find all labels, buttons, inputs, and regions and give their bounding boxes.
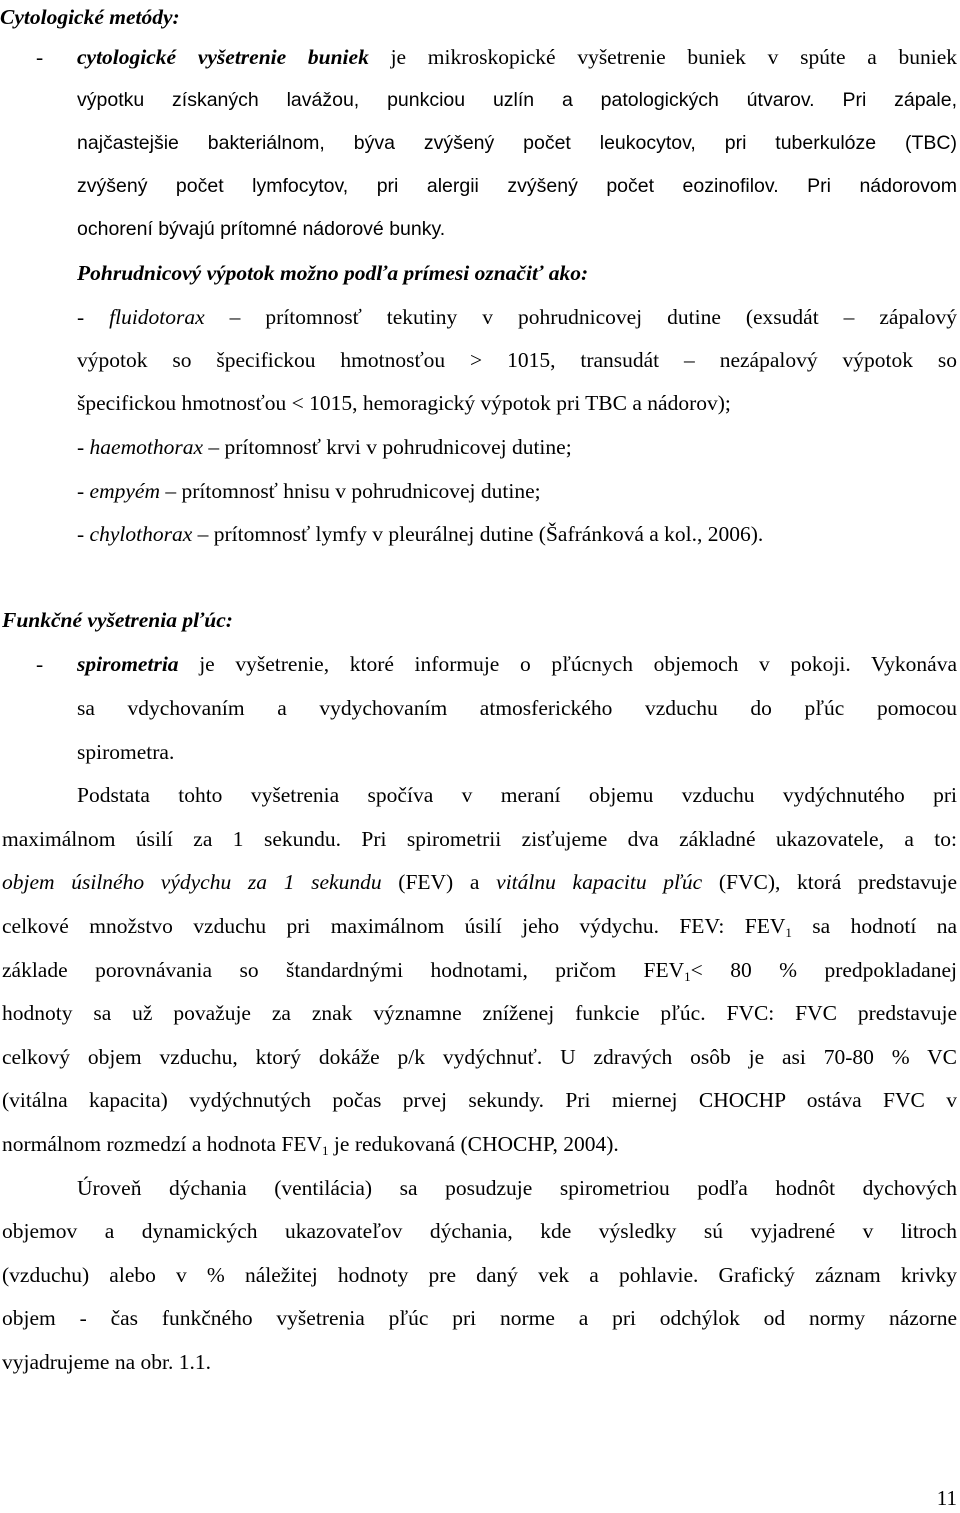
- subscript: 1: [322, 1143, 329, 1158]
- pleura-chylothorax-line: [77, 519, 763, 549]
- func-line-3: spirometra.: [77, 740, 175, 764]
- term-haemothorax: haemothorax: [89, 435, 203, 459]
- cyto-line-3: najčastejšie bakteriálnom, býva zvýšený počet leukocytov, pri tuberkulóze (TBC): [77, 132, 957, 154]
- text-span: je redukovaná (CHOCHP, 2004).: [328, 1132, 619, 1156]
- page-number: 11: [936, 1486, 957, 1510]
- text-span: – prítomnosť hnisu v pohrudnicovej dutine;: [159, 479, 541, 503]
- pleura-fluidotorax-line-2: výpotok so špecifickou hmotnosťou > 1015, transudát – nezápalový výpotok so: [77, 348, 957, 372]
- pleura-empyem-line: [77, 476, 541, 506]
- para1-line-9: [2, 1129, 619, 1159]
- term-chylothorax: chylothorax: [89, 522, 193, 546]
- pleura-fluidotorax-line-3: špecifickou hmotnosťou < 1015, hemoragický výpotok pri TBC a nádorov);: [77, 391, 731, 415]
- heading-cytologicke-metody: Cytologické metódy:: [0, 5, 180, 29]
- subscript: 1: [684, 969, 691, 984]
- pleura-haemothorax-line: [77, 432, 572, 462]
- para2-line-1: Úroveň dýchania (ventilácia) sa posudzuje spirometriou podľa hodnôt dychových: [77, 1176, 957, 1200]
- text-span: -: [77, 305, 110, 329]
- term-fluidotorax: fluidotorax: [109, 305, 205, 329]
- text-span: -: [77, 479, 90, 503]
- para1-line-1: Podstata tohto vyšetrenia spočíva v meraní objemu vzduchu vydýchnutého pri: [77, 783, 957, 807]
- text-span: (FEV) a: [381, 870, 497, 894]
- heading-pohrudnicovy-vypotok: Pohrudnicový výpotok možno podľa prímesi označiť ako:: [77, 261, 589, 285]
- term-spirometria: spirometria: [77, 652, 179, 676]
- text-span: sa hodnotí na: [791, 914, 957, 938]
- text-span: -: [77, 435, 90, 459]
- text-span: normálnom rozmedzí a hodnota FEV: [2, 1132, 323, 1156]
- term-vitalna-kapacita: vitálnu kapacitu pľúc: [496, 870, 703, 894]
- para1-line-2: maximálnom úsilí za 1 sekundu. Pri spirometrii zisťujeme dva základné ukazovatele, a to:: [2, 827, 957, 851]
- text-span: -: [77, 522, 90, 546]
- para1-line-4: [2, 911, 957, 941]
- text-span: – prítomnosť lymfy v pleurálnej dutine (Šafránková a kol., 2006).: [192, 522, 764, 546]
- para2-line-3: (vzduchu) alebo v % náležitej hodnoty pre daný vek a pohlavie. Grafický záznam krivky: [2, 1263, 957, 1287]
- text-span: – prítomnosť tekutiny v pohrudnicovej dutine (exsudát – zápalový: [204, 305, 957, 329]
- text-span: celkové množstvo vzduchu pri maximálnom úsilí jeho výdychu. FEV: FEV: [2, 914, 786, 938]
- text-span: (FVC), ktorá predstavuje: [702, 870, 957, 894]
- text-span: je vyšetrenie, ktoré informuje o pľúcnych objemoch v pokoji. Vykonáva: [178, 652, 957, 676]
- term-empyem: empyém: [89, 479, 160, 503]
- term-objem-usilneho-vydychu: objem úsilného výdychu za 1 sekundu: [2, 870, 382, 894]
- subscript: 1: [785, 925, 792, 940]
- para1-line-3: [2, 867, 957, 897]
- list-dash: -: [36, 652, 44, 676]
- para2-line-5: vyjadrujeme na obr. 1.1.: [2, 1350, 211, 1374]
- para1-line-6: hodnoty sa už považuje za znak významne zníženej funkcie pľúc. FVC: FVC predstavuje: [2, 1001, 957, 1025]
- para2-line-4: objem - čas funkčného vyšetrenia pľúc pri norme a pri odchýlok od normy názorne: [2, 1306, 957, 1330]
- para1-line-7: celkový objem vzduchu, ktorý dokáže p/k vydýchnuť. U zdravých osôb je asi 70-80 % VC: [2, 1045, 957, 1069]
- text-span: je mikroskopické vyšetrenie buniek v spúte a buniek: [390, 45, 957, 69]
- cyto-line-1: [77, 42, 957, 72]
- para1-line-8: (vitálna kapacita) vydýchnutých počas prvej sekundy. Pri miernej CHOCHP ostáva FVC v: [2, 1088, 957, 1112]
- cyto-line-4: zvýšený počet lymfocytov, pri alergii zvýšený počet eozinofilov. Pri nádorovom: [77, 175, 957, 197]
- heading-funkcne-vysetrenia: Funkčné vyšetrenia pľúc:: [2, 608, 233, 632]
- func-line-2: sa vdychovaním a vydychovaním atmosferického vzduchu do pľúc pomocou: [77, 696, 957, 720]
- text-span: < 80 % predpokladanej: [690, 958, 957, 982]
- list-dash: -: [36, 45, 44, 69]
- para2-line-2: objemov a dynamických ukazovateľov dýchania, kde výsledky sú vyjadrené v litroch: [2, 1219, 957, 1243]
- para1-line-5: [2, 955, 957, 985]
- cyto-line-5: ochorení bývajú prítomné nádorové bunky.: [77, 218, 446, 240]
- text-span: základe porovnávania so štandardnými hodnotami, pričom FEV: [2, 958, 685, 982]
- term-cytologicke-vysetrenie: cytologické vyšetrenie buniek: [77, 45, 369, 69]
- pleura-fluidotorax-line-1: [77, 302, 957, 332]
- func-line-1: [77, 649, 957, 679]
- text-span: – prítomnosť krvi v pohrudnicovej dutine;: [203, 435, 572, 459]
- cyto-line-2: výpotku získaných lavážou, punkciou uzlín a patologických útvarov. Pri zápale,: [77, 89, 957, 111]
